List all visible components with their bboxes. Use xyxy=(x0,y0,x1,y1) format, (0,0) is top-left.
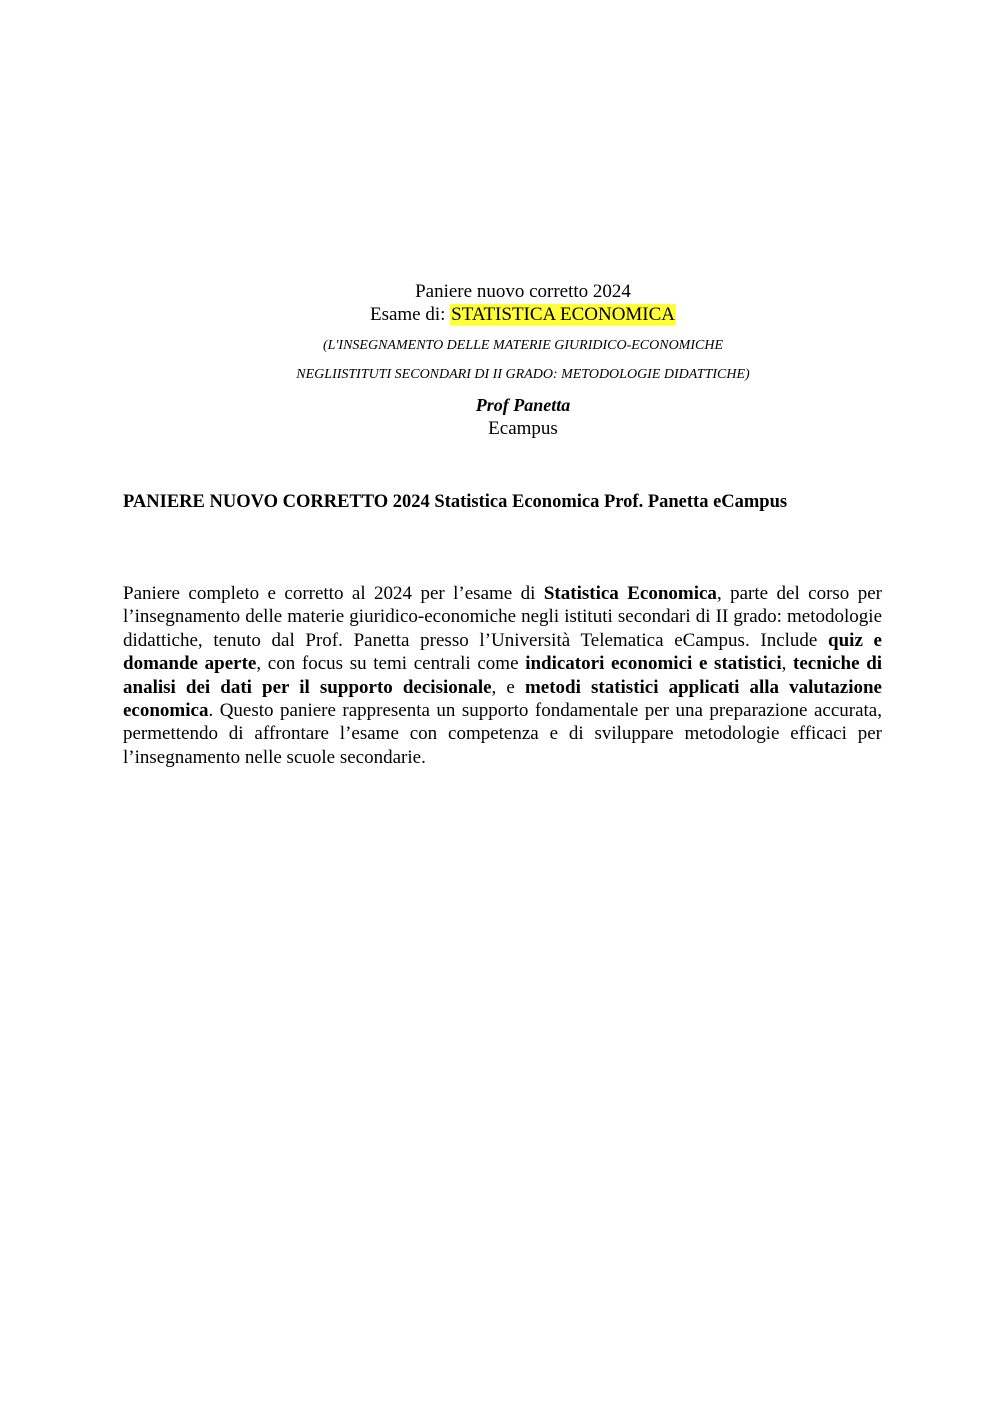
exam-prefix: Esame di: xyxy=(369,304,451,325)
text-run: , e xyxy=(491,676,525,698)
text-run: , con focus su temi centrali come xyxy=(256,653,526,675)
text-run: Paniere completo e corretto al 2024 per l’esame di xyxy=(123,583,544,604)
bold-run: indicatori economici e statistici xyxy=(525,653,782,675)
bold-run: Statistica Economica xyxy=(543,583,717,604)
bold-run: tecniche di analisi dei dati per il supporto decisionale xyxy=(123,653,883,698)
course-subtitle-line-2: NEGLIISTITUTI SECONDARI DI II GRADO: METODOLOGIE DIDATTICHE) xyxy=(296,367,750,382)
description-paragraph xyxy=(123,582,882,769)
text-run: , xyxy=(781,653,794,675)
section-heading: PANIERE NUOVO CORRETTO 2024 Statistica Economica Prof. Panetta eCampus xyxy=(123,492,788,512)
bold-run: quiz e domande aperte xyxy=(123,629,882,675)
university-name: Ecampus xyxy=(488,418,558,439)
exam-line xyxy=(0,303,1000,327)
title-block xyxy=(0,280,1000,441)
bold-run: metodi statistici applicati alla valutazione economica xyxy=(123,676,882,722)
exam-name-highlight: STATISTICA ECONOMICA xyxy=(451,304,676,325)
course-subtitle-line-1: (L'INSEGNAMENTO DELLE MATERIE GIURIDICO-ECONOMICHE xyxy=(322,338,724,353)
document-title: Paniere nuovo corretto 2024 xyxy=(415,281,631,302)
text-run: . Questo paniere rappresenta un supporto fondamentale per una preparazione accurata, permettendo di affrontare l’esame con competenza e di sviluppare metodologie efficaci per l’insegnamento nelle scuole secondarie. xyxy=(123,700,882,768)
text-run: , parte del corso per l’insegnamento delle materie giuridico-economiche negli istituti secondari di II grado: metodologie didattiche, tenuto dal Prof. Panetta presso l’Università Telematica eCampus. Include xyxy=(123,583,882,651)
professor-name: Prof Panetta xyxy=(475,395,571,415)
